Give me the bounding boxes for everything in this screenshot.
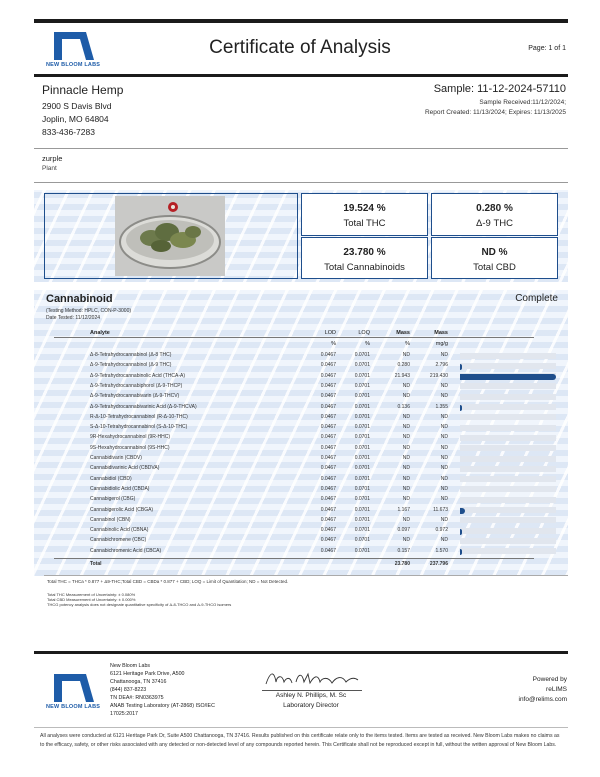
- client-block: [42, 83, 123, 139]
- analyte-bar-fill: [460, 529, 462, 535]
- signature-image: [262, 668, 362, 690]
- analyte-mass-pct: ND: [402, 496, 410, 503]
- analyte-bar-fill: [460, 374, 556, 380]
- analyte-bar-track: [460, 538, 556, 544]
- analyte-bar-track: [460, 466, 556, 472]
- analyte-mass-mg: ND: [440, 455, 448, 461]
- analyte-bar-track: [460, 497, 556, 503]
- unit-loq: %: [365, 341, 370, 347]
- client-phone: 833-436-7283: [42, 127, 95, 137]
- analyte-mass-pct: ND: [402, 393, 410, 400]
- table-row: [54, 526, 534, 535]
- table-row: [54, 413, 534, 422]
- page-title: Certificate of Analysis: [209, 37, 391, 58]
- analyte-bar-track: [460, 517, 556, 523]
- analyte-mass-pct: ND: [402, 382, 410, 389]
- analyte-loq: 0.0701: [354, 372, 370, 379]
- analyte-loq: 0.0701: [354, 496, 370, 503]
- analyte-loq: 0.0701: [354, 413, 370, 420]
- analyte-lod: 0.0467: [320, 434, 336, 441]
- analyte-mass-mg: 1.355: [435, 403, 448, 410]
- analyte-mass-pct: ND: [402, 465, 410, 472]
- table-row: [54, 392, 534, 401]
- lab-info: [110, 662, 215, 718]
- analyte-bar-track: [460, 548, 556, 554]
- table-row: [54, 444, 534, 453]
- col-lod: LOD: [324, 330, 336, 336]
- analyte-bar-track: [460, 456, 556, 462]
- table-row: [54, 506, 534, 515]
- analyte-bar-track: [460, 476, 556, 482]
- disclaimer: All analyses were conducted at 6121 Heritage Park Dr, Suite A500 Chattanooga, TN 37416. Results published on this certificate relate only to the items tested. Items are tested as received. New Bloom Labs makes no claims as to the efficacy, safety, or other risks associated with any detected or non-detected level of any compounds reported herein. This Certificate shall not be reproduced except in full, without the written approval of New Bloom Labs.: [40, 733, 560, 748]
- table-row: [54, 547, 534, 556]
- analyte-bar-track: [460, 394, 556, 400]
- table-row: [54, 423, 534, 432]
- analyte-bar-track: [460, 404, 556, 410]
- unit-mass-mg: mg/g: [435, 341, 448, 347]
- client-divider: [34, 148, 568, 149]
- signature-rule: [262, 690, 362, 691]
- lab-dea: TN DEA#: RN0363975: [110, 695, 164, 701]
- analyte-bar-track: [460, 373, 556, 379]
- date-tested: Date Tested: 11/12/2024: [46, 315, 101, 321]
- analyte-bar-track: [460, 353, 556, 359]
- analyte-lod: 0.0467: [320, 496, 336, 503]
- analyte-lod: 0.0467: [320, 455, 336, 461]
- analyte-name: Δ-9-Tetrahydrocannabinolic Acid (THCA-A): [90, 372, 186, 379]
- analyte-lod: 0.0467: [320, 403, 336, 410]
- analyte-mass-pct: 1.167: [397, 506, 410, 513]
- analyte-name: Cannabigerol (CBG): [90, 496, 136, 503]
- analyte-mass-mg: ND: [440, 465, 448, 472]
- table-header-rule: [54, 337, 534, 338]
- product-type: Plant: [42, 165, 57, 172]
- lims-email[interactable]: info@relims.com: [518, 696, 567, 703]
- analyte-lod: 0.0467: [320, 485, 336, 492]
- analyte-loq: 0.0701: [354, 403, 370, 410]
- section-status: Complete: [515, 293, 558, 304]
- analyte-name: Cannabidiolic Acid (CBDA): [90, 485, 150, 492]
- analyte-mass-mg: 1.570: [435, 547, 448, 554]
- table-row: [54, 485, 534, 494]
- analyte-mass-mg: ND: [440, 434, 448, 441]
- table-row: [54, 536, 534, 545]
- summary-total-cbd-label: Total CBD: [473, 262, 516, 273]
- table-row: [54, 372, 534, 381]
- table-row: [54, 351, 534, 360]
- analyte-mass-pct: 0.280: [397, 362, 410, 369]
- analyte-loq: 0.0701: [354, 485, 370, 492]
- analyte-lod: 0.0467: [320, 362, 336, 369]
- sample-block: [425, 83, 566, 118]
- analyte-name: Δ-8-Tetrahydrocannabinol (Δ-8 THC): [90, 352, 172, 358]
- analyte-bar-fill: [460, 508, 465, 514]
- summary-total-cbd: [431, 237, 558, 279]
- total-label: Total: [90, 561, 102, 567]
- footer-lab-logo-icon: [42, 670, 102, 704]
- lims-name: reLIMS: [546, 686, 567, 693]
- total-pct: 23.780: [394, 561, 410, 567]
- col-mass-mg: Mass: [434, 330, 448, 336]
- analyte-lod: 0.0467: [320, 444, 336, 451]
- analyte-mass-mg: ND: [440, 393, 448, 400]
- analyte-bar-fill: [460, 549, 462, 555]
- analyte-loq: 0.0701: [354, 516, 370, 523]
- analyte-name: Cannabichromene (CBC): [90, 537, 147, 544]
- footer-lab-logo-text: NEW BLOOM LABS: [46, 704, 101, 710]
- footer-lab-logo: [42, 670, 102, 712]
- analyte-bar-track: [460, 445, 556, 451]
- analyte-bar-track: [460, 414, 556, 420]
- powered-by: Powered by: [532, 676, 567, 683]
- analyte-mass-pct: ND: [402, 434, 410, 441]
- page-number: Page: 1 of 1: [528, 45, 566, 52]
- sample-photo-frame: [44, 193, 298, 279]
- analyte-mass-mg: ND: [440, 475, 448, 482]
- analyte-lod: 0.0467: [320, 516, 336, 523]
- analyte-name: Δ-9-Tetrahydrocannabivarin (Δ-9-THCV): [90, 393, 180, 400]
- analyte-lod: 0.0467: [320, 393, 336, 400]
- analyte-bar-track: [460, 507, 556, 513]
- analyte-loq: 0.0701: [354, 465, 370, 472]
- analyte-lod: 0.0467: [320, 475, 336, 482]
- summary-delta9-thc-label: Δ-9 THC: [476, 218, 513, 229]
- analyte-lod: 0.0467: [320, 424, 336, 431]
- table-row: [54, 403, 534, 412]
- analyte-mass-mg: 11.673: [433, 506, 448, 513]
- product-name: zurple: [42, 154, 63, 163]
- analyte-loq: 0.0701: [354, 527, 370, 534]
- analyte-name: R-Δ-10-Tetrahydrocannabinol (R-Δ-10-THC): [90, 413, 188, 420]
- summary-delta9-thc: [431, 193, 558, 236]
- lab-address-2: Chattanooga, TN 37416: [110, 679, 167, 685]
- client-address-1: 2900 S Davis Blvd: [42, 101, 112, 111]
- analyte-mass-mg: ND: [440, 537, 448, 544]
- header-rule: [34, 74, 568, 77]
- analyte-lod: 0.0467: [320, 382, 336, 389]
- analyte-loq: 0.0701: [354, 506, 370, 513]
- summary-total-thc: [301, 193, 428, 236]
- lab-iso: ANAB Testing Laboratory (AT-2868) ISO/IEC: [110, 703, 215, 709]
- uncertainty-cbd: Total CBD Measurement of Uncertainty: ± 0.000%: [47, 597, 136, 602]
- analyte-mass-mg: ND: [440, 352, 448, 358]
- table-row: [54, 382, 534, 391]
- analyte-bar-track: [460, 425, 556, 431]
- analyte-mass-mg: 219.430: [429, 372, 448, 379]
- summary-total-cannabinoids-value: 23.780 %: [343, 247, 386, 258]
- analyte-mass-mg: ND: [440, 382, 448, 389]
- lab-address-1: 6121 Heritage Park Drive, A500: [110, 671, 185, 677]
- table-total-row: [54, 560, 534, 569]
- analyte-bar-track: [460, 363, 556, 369]
- analyte-name: Cannabidivarin (CBDV): [90, 455, 142, 461]
- analyte-name: 9S-Hexahydrocannabinol (9S-HHC): [90, 444, 170, 451]
- analyte-mass-pct: ND: [402, 424, 410, 431]
- summary-delta9-thc-value: 0.280 %: [476, 203, 513, 214]
- analyte-lod: 0.0467: [320, 506, 336, 513]
- analyte-mass-pct: ND: [402, 444, 410, 451]
- analyte-name: Δ-9-Tetrahydrocannabinol (Δ-9 THC): [90, 362, 172, 369]
- analyte-mass-mg: ND: [440, 485, 448, 492]
- summary-total-thc-value: 19.524 %: [343, 203, 386, 214]
- lab-phone: (844) 837-8223: [110, 687, 147, 693]
- product-block: [42, 154, 62, 172]
- analyte-name: 9R-Hexahydrocannabinol (9R-HHC): [90, 434, 171, 441]
- analyte-mass-mg: ND: [440, 496, 448, 503]
- analyte-name: Cannabichromenic Acid (CBCA): [90, 547, 162, 554]
- col-loq: LOQ: [358, 330, 370, 336]
- uncertainty-thc: Total THC Measurement of Uncertainty: ± 0.080%: [47, 592, 136, 597]
- director-title: Laboratory Director: [283, 702, 339, 709]
- analyte-loq: 0.0701: [354, 537, 370, 544]
- summary-panel: [34, 190, 568, 282]
- analyte-loq: 0.0701: [354, 475, 370, 482]
- client-name: Pinnacle Hemp: [42, 83, 124, 97]
- analyte-name: Δ-9-Tetrahydrocannabiphorol (Δ-9-THCP): [90, 382, 183, 389]
- analyte-loq: 0.0701: [354, 352, 370, 358]
- table-row: [54, 495, 534, 504]
- analyte-lod: 0.0467: [320, 372, 336, 379]
- sample-received: Sample Received:11/12/2024;: [479, 99, 566, 106]
- section-title: Cannabinoid: [46, 293, 113, 305]
- total-mg: 237.796: [429, 561, 448, 567]
- analyte-lod: 0.0467: [320, 465, 336, 472]
- summary-total-thc-label: Total THC: [343, 218, 386, 229]
- table-row: [54, 464, 534, 473]
- analyte-mass-mg: ND: [440, 413, 448, 420]
- analyte-loq: 0.0701: [354, 362, 370, 369]
- col-mass-pct: Mass: [396, 330, 410, 336]
- table-row: [54, 454, 534, 463]
- top-rule: [34, 19, 568, 23]
- table-total-rule: [54, 558, 534, 559]
- analyte-mass-pct: ND: [402, 516, 410, 523]
- analyte-bar-track: [460, 528, 556, 534]
- testing-method: (Testing Method: HPLC, CON-P-3000): [46, 308, 132, 314]
- analyte-name: Cannabinolic Acid (CBNA): [90, 527, 149, 534]
- analyte-mass-mg: ND: [440, 444, 448, 451]
- analyte-mass-pct: 0.136: [397, 403, 410, 410]
- col-analyte: Analyte: [90, 330, 110, 336]
- lab-iso-2: 17025:2017: [110, 711, 138, 717]
- lab-name: New Bloom Labs: [110, 663, 151, 669]
- analyte-name: Cannabinol (CBN): [90, 516, 131, 523]
- analyte-mass-pct: ND: [402, 413, 410, 420]
- analyte-name: Cannabidiol (CBD): [90, 475, 132, 482]
- analyte-mass-mg: 0.972: [435, 527, 448, 534]
- analyte-bar-fill: [460, 364, 462, 370]
- lab-logo-text: NEW BLOOM LABS: [46, 62, 101, 68]
- thcg-note: THCG potency analysis does not designate quantitative specificity of Δ-8-THCO and Δ-9-THCO isomers: [47, 602, 232, 607]
- summary-total-cannabinoids: [301, 237, 428, 279]
- analyte-bar-track: [460, 383, 556, 389]
- table-row: [54, 361, 534, 370]
- director-signature: [262, 668, 362, 690]
- analyte-mass-pct: ND: [402, 352, 410, 358]
- analyte-bar-track: [460, 435, 556, 441]
- analyte-mass-pct: ND: [402, 485, 410, 492]
- analyte-lod: 0.0467: [320, 527, 336, 534]
- analyte-loq: 0.0701: [354, 382, 370, 389]
- analyte-loq: 0.0701: [354, 547, 370, 554]
- analyte-loq: 0.0701: [354, 434, 370, 441]
- table-row: [54, 516, 534, 525]
- sample-report-dates: Report Created: 11/13/2024; Expires: 11/13/2025: [424, 109, 566, 116]
- analyte-loq: 0.0701: [354, 455, 370, 461]
- product-divider: [34, 182, 568, 183]
- analyte-lod: 0.0467: [320, 547, 336, 554]
- analyte-mass-pct: 0.157: [397, 547, 410, 554]
- analyte-mass-mg: ND: [440, 516, 448, 523]
- analyte-mass-pct: 0.097: [397, 527, 410, 534]
- analyte-mass-pct: ND: [402, 455, 410, 461]
- summary-total-cannabinoids-label: Total Cannabinoids: [324, 262, 405, 273]
- unit-mass-pct: %: [405, 341, 410, 347]
- formula-note: Total THC = THCa * 0.877 + Δ9-THC;Total CBD = CBDa * 0.877 + CBD; LOQ = Limit of Quantitation; ND = Not Detected.: [47, 579, 289, 584]
- analyte-loq: 0.0701: [354, 393, 370, 400]
- analyte-loq: 0.0701: [354, 424, 370, 431]
- analyte-mass-pct: ND: [402, 475, 410, 482]
- analyte-mass-pct: 21.943: [394, 372, 410, 379]
- analyte-mass-pct: ND: [402, 537, 410, 544]
- director-name: Ashley N. Phillips, M. Sc: [275, 692, 347, 699]
- table-row: [54, 475, 534, 484]
- analyte-mass-mg: 2.796: [435, 362, 448, 369]
- summary-total-cbd-value: ND %: [481, 247, 508, 258]
- sample-photo: [115, 196, 225, 276]
- notes-rule: [44, 575, 568, 576]
- client-address-2: Joplin, MO 64804: [42, 114, 109, 124]
- analyte-bar-track: [460, 486, 556, 492]
- footer-rule-bottom: [34, 727, 568, 728]
- analyte-lod: 0.0467: [320, 352, 336, 358]
- analyte-name: Cannabigerolic Acid (CBGA): [90, 506, 154, 513]
- unit-lod: %: [331, 341, 336, 347]
- analyte-lod: 0.0467: [320, 413, 336, 420]
- analyte-name: Cannabidivarinic Acid (CBDVA): [90, 465, 160, 472]
- analyte-name: Δ-9-Tetrahydrocannabivarinic Acid (Δ-9-THCVA): [90, 403, 197, 410]
- sample-id: Sample: 11-12-2024-57110: [433, 83, 566, 95]
- analyte-loq: 0.0701: [354, 444, 370, 451]
- table-row: [54, 433, 534, 442]
- footer-rule-top: [34, 651, 568, 654]
- analyte-bar-fill: [460, 405, 462, 411]
- analyte-mass-mg: ND: [440, 424, 448, 431]
- analyte-lod: 0.0467: [320, 537, 336, 544]
- analyte-name: S-Δ-10-Tetrahydrocannabinol (S-Δ-10-THC): [90, 424, 188, 431]
